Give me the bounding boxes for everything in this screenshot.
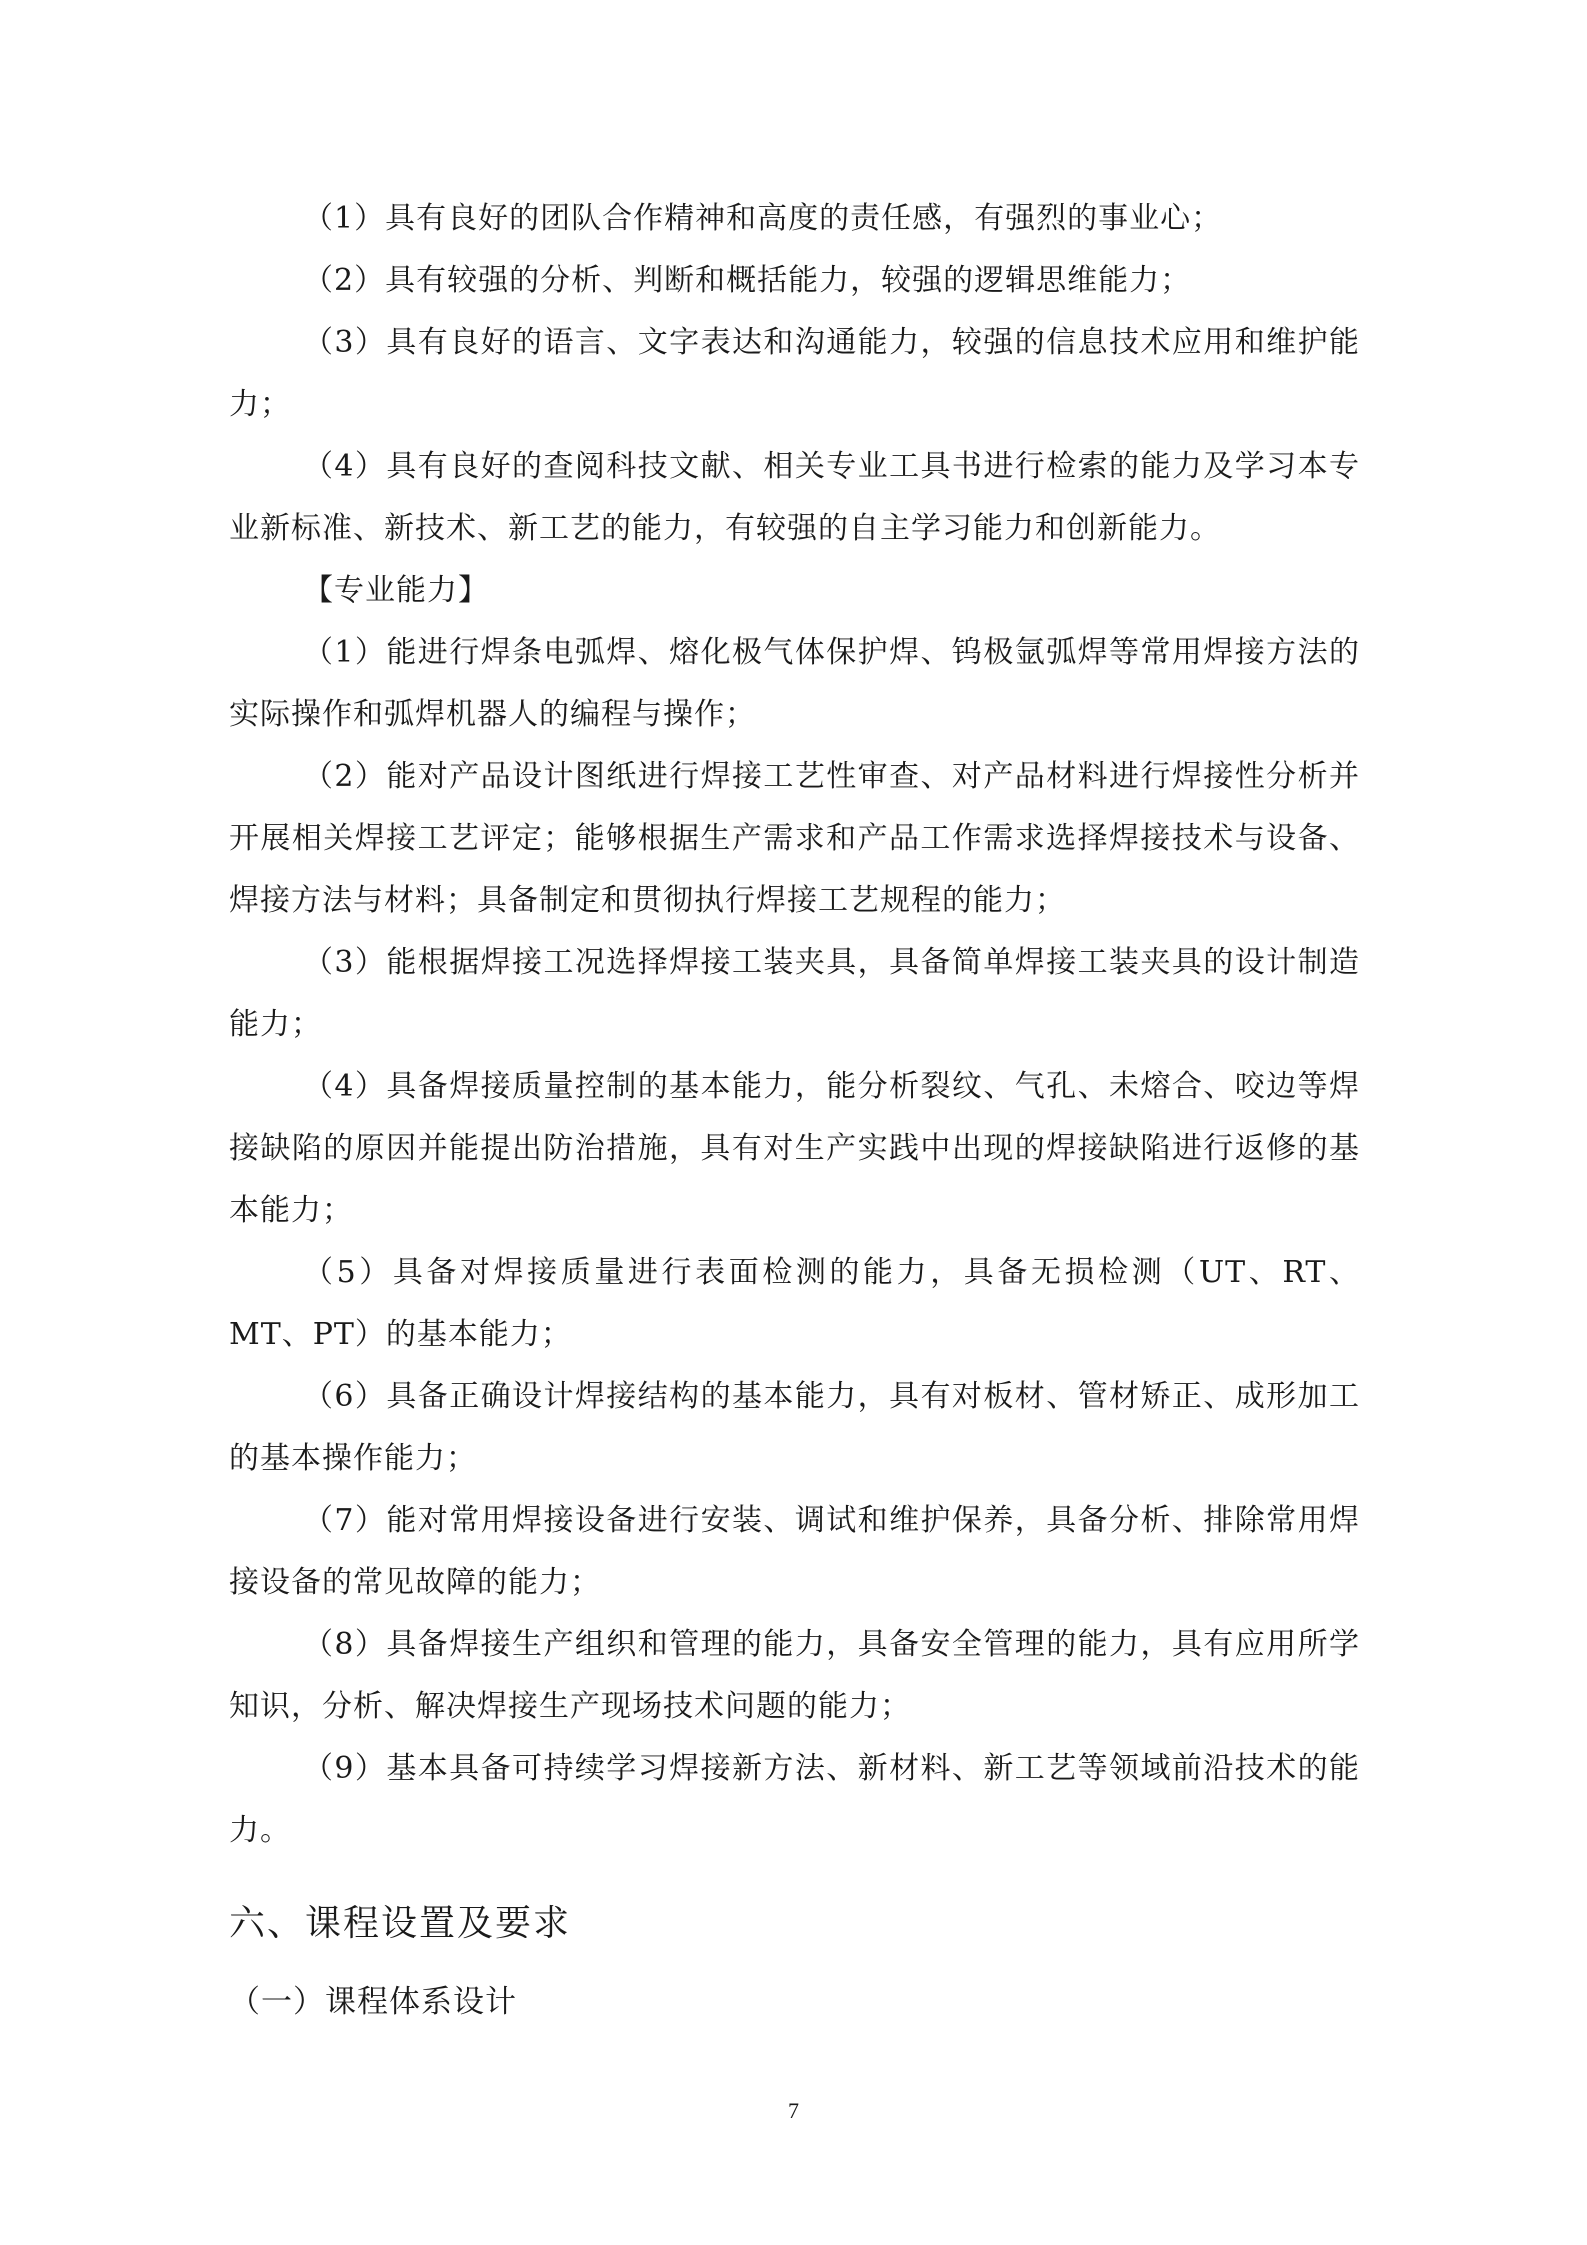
professional-item-6: （6）具备正确设计焊接结构的基本能力，具有对板材、管材矫正、成形加工的基本操作能力； (229, 1379, 1360, 1476)
page-number: 7 (788, 2098, 799, 2123)
page-body (229, 188, 1360, 2022)
section-title: 六、课程设置及要求 (229, 1903, 572, 1944)
general-item-2: （2）具有较强的分析、判断和概括能力，较强的逻辑思维能力； (303, 263, 1192, 298)
subsection-title: （一）课程体系设计 (229, 1984, 517, 2020)
professional-ability-heading: 【专业能力】 (303, 573, 489, 608)
professional-item-1: （1）能进行焊条电弧焊、熔化极气体保护焊、钨极氩弧焊等常用焊接方法的实际操作和弧焊机器人的编程与操作； (229, 635, 1360, 732)
professional-item-8: （8）具备焊接生产组织和管理的能力，具备安全管理的能力，具有应用所学知识，分析、解决焊接生产现场技术问题的能力； (229, 1627, 1360, 1724)
professional-item-5: （5）具备对焊接质量进行表面检测的能力，具备无损检测（UT、RT、MT、PT）的基本能力； (229, 1255, 1360, 1352)
professional-item-9: （9）基本具备可持续学习焊接新方法、新材料、新工艺等领域前沿技术的能力。 (229, 1751, 1360, 1848)
general-item-3: （3）具有良好的语言、文字表达和沟通能力，较强的信息技术应用和维护能力； (229, 325, 1360, 422)
general-item-4: （4）具有良好的查阅科技文献、相关专业工具书进行检索的能力及学习本专业新标准、新技术、新工艺的能力，有较强的自主学习能力和创新能力。 (229, 449, 1360, 546)
professional-item-7: （7）能对常用焊接设备进行安装、调试和维护保养，具备分析、排除常用焊接设备的常见故障的能力； (229, 1503, 1360, 1600)
professional-item-4: （4）具备焊接质量控制的基本能力，能分析裂纹、气孔、未熔合、咬边等焊接缺陷的原因并能提出防治措施，具有对生产实践中出现的焊接缺陷进行返修的基本能力； (229, 1069, 1360, 1228)
professional-item-2: （2）能对产品设计图纸进行焊接工艺性审查、对产品材料进行焊接性分析并开展相关焊接工艺评定；能够根据生产需求和产品工作需求选择焊接技术与设备、焊接方法与材料；具备制定和贯彻执行焊接工艺规程的能力； (229, 759, 1360, 918)
general-item-1: （1）具有良好的团队合作精神和高度的责任感，有强烈的事业心； (303, 201, 1223, 236)
professional-item-3: （3）能根据焊接工况选择焊接工装夹具，具备简单焊接工装夹具的设计制造能力； (229, 945, 1360, 1042)
